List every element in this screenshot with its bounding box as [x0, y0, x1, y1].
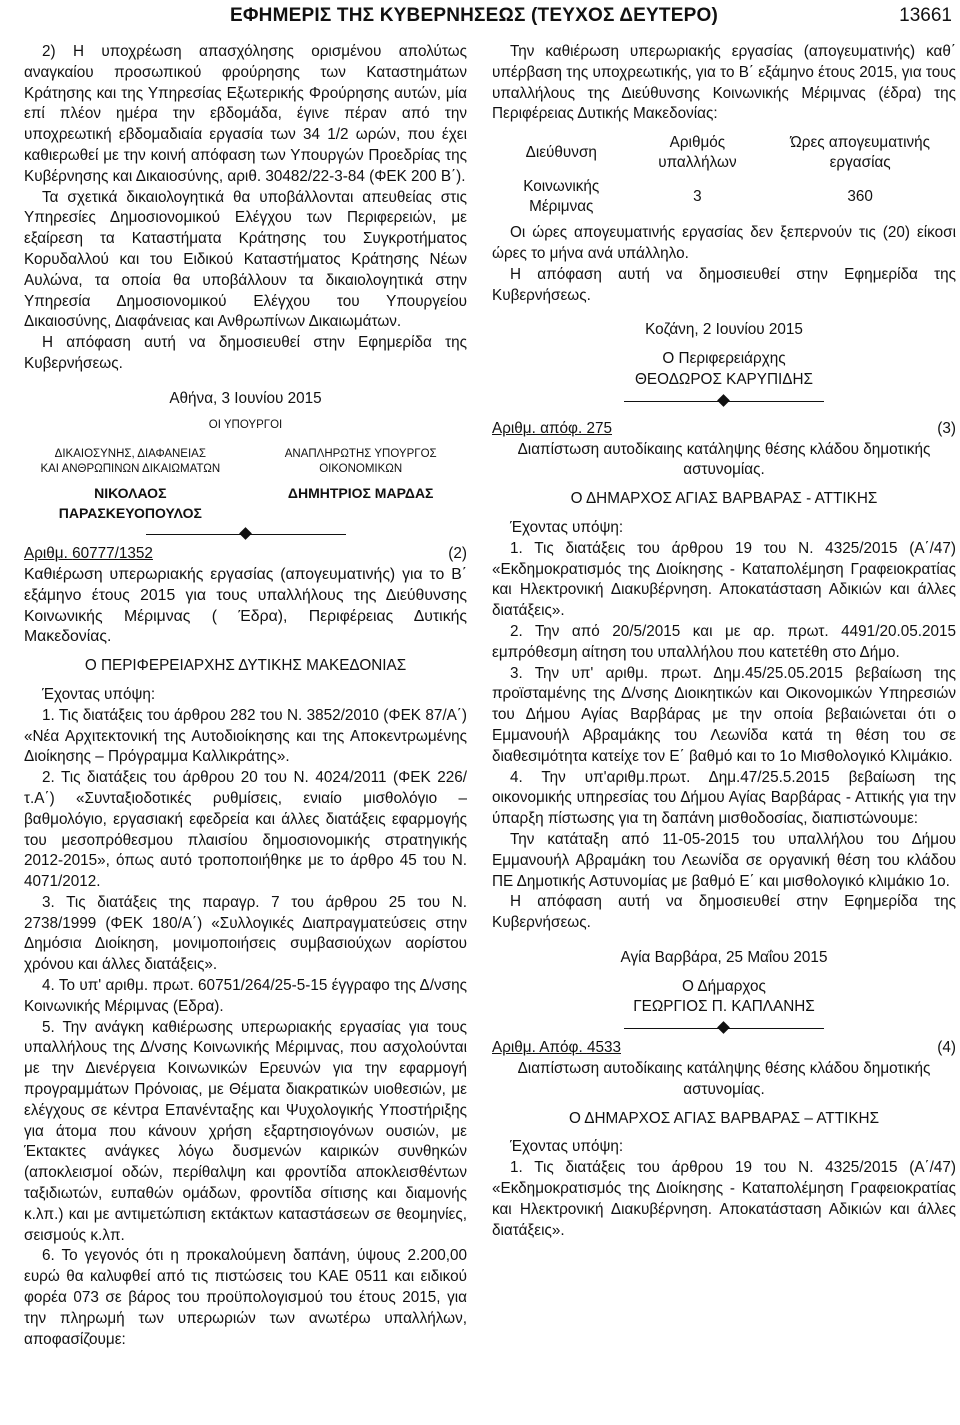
decision-title: Διαπίστωση αυτοδίκαιης κατάληψης θέσης κλάδου δημοτικής αστυνομίας. [517, 440, 931, 479]
signatory-role: Ο Δήμαρχος [682, 977, 766, 995]
signatory-name: ΝΙΚΟΛΑΟΣ ΠΑΡΑΣΚΕΥΟΠΟΥΛΟΣ [58, 484, 202, 522]
signature-block: ΑΝΑΠΛΗΡΩΤΗΣ ΥΠΟΥΡΓΟΣ ΟΙΚΟΝΟΜΙΚΩΝ ΔΗΜΗΤΡΙΟΣ ΜΑΡΔΑΣ [254, 447, 467, 525]
decision-number: 4533 [586, 1039, 621, 1057]
decision-reference: Αριθμ. απόφ. 275 (3) [492, 419, 956, 440]
separator [624, 391, 824, 411]
paragraph: Οι ώρες απογευματινής εργασίας δεν ξεπερνούν τις (20) είκοσι ώρες το μήνα ανά υπάλληλο. [492, 224, 956, 262]
decision-index: (3) [937, 419, 956, 437]
table-cell: Κοινωνικής Μέριμνας [523, 178, 600, 216]
decision-reference: Αριθμ. Απόφ. 4533 (4) [492, 1038, 956, 1059]
decision-index: (4) [937, 1039, 956, 1057]
decision-number: 60777/1352 [72, 545, 153, 563]
decision-reference: Αριθμ. 60777/1352 (2) [24, 544, 467, 565]
paragraph: Η απόφαση αυτή να δημοσιευθεί στην Εφημερίδα της Κυβερνήσεως. [492, 893, 956, 932]
list-item: 4. Το υπ' αριθμ. πρωτ. 60751/264/25-5-15 έγγραφο της Δ/νσης Κοινωνικής Μέριμνας (Εδρα). [24, 977, 467, 1015]
signatory-name: ΓΕΩΡΓΙΟΣ Π. ΚΑΠΛΑΝΗΣ [633, 998, 815, 1016]
list-item: 2. Τις διατάξεις του άρθρου 20 του Ν. 4024/2011 (ΦΕΚ 226/τ.Α΄) «Συνταξιοδοτικές ρυθμίσεις, ενιαίο μισθολόγιο – βαθμολόγιο, εργασιακή εφεδρεία και άλλες διατάξεις εφαρμογής του μεσοπρόθεσμου πλαισίου δημοσιονομικής στρατηγικής 2012-2015», όπως αυτό τροποποιήθηκε με το άρθρο 45 του Ν. 4071/2012. [24, 769, 467, 891]
decision-title: Διαπίστωση αυτοδίκαιης κατάληψης θέσης κλάδου δημοτικής αστυνομίας. [517, 1060, 931, 1098]
having-regard: Έχοντας υπόψη: [510, 1138, 624, 1156]
paragraph: Την καθιέρωση υπερωριακής εργασίας (απογευματινής) καθ΄ υπέρβαση της υποχρεωτικής, για το Β΄ εξάμηνο έτους 2015, για τους υπαλλήλους της Διεύθυνσης Κοινωνικής Μέριμνας (έδρα) της Περιφέρειας Δυτικής Μακεδονίας: [492, 43, 956, 123]
table-cell: 360 [847, 188, 873, 206]
gazette-title: ΕΦΗΜΕΡΙΣ ΤΗΣ ΚΥΒΕΡΝΗΣΕΩΣ (ΤΕΥΧΟΣ ΔΕΥΤΕΡΟ) [230, 5, 718, 26]
paragraph: Η απόφαση αυτή να δημοσιευθεί στην Εφημερίδα της Κυβερνήσεως. [492, 265, 956, 304]
place-date: Αθήνα, 3 Ιουνίου 2015 [169, 389, 322, 407]
table-header: Διεύθυνση [525, 144, 597, 162]
issuing-authority: Ο ΠΕΡΙΦΕΡΕΙΑΡΧΗΣ ΔΥΤΙΚΗΣ ΜΑΚΕΔΟΝΙΑΣ [84, 657, 407, 675]
page-header [0, 0, 960, 36]
table-header-row [492, 131, 956, 175]
having-regard: Έχοντας υπόψη: [42, 685, 156, 703]
decision-number: 275 [586, 419, 612, 437]
signatory-name: ΘΕΟΔΩΡΟΣ ΚΑΡΥΠΙΔΗΣ [635, 370, 813, 388]
having-regard: Έχοντας υπόψη: [510, 518, 624, 536]
table-cell: 3 [693, 188, 702, 206]
list-item: 5. Την ανάγκη καθιέρωσης υπερωριακής εργασίας για τους υπαλλήλους της Δ/νσης Κοινωνικής Μέριμνας, που ασχολούνται με την Διενέργεια Κοινωνικών Ερευνών για την εφαρμογή προγραμμάτων Πρόνοιας, με Θέματα διακρατικών υιοθεσιών, με ελέγχους σε κέντρα Επανένταξης και Ψυχολογικής Υποστήριξης για άτομα που κάνουν χρήση εξαρτησιογόνων ουσιών, με Έκτακτες ανάγκες λόγω δυσμενών καιρικών συνθηκών (αποκλεισμοί οδών, περίθαλψη και φροντίδα αποκλεισθέντων ταξιδιωτών, ευπαθών ομάδων, φροντίδα σίτισης και διαμονής κ.λπ.) και με αντιμετώπιση εκτάκτων καταστάσεων σε θεομηνίες, σεισμούς κ.λπ. [24, 1018, 467, 1244]
place-date: Αγία Βαρβάρα, 25 Μαΐου 2015 [620, 948, 828, 966]
list-item: 6. Το γεγονός ότι η προκαλούμενη δαπάνη, ύψους 2.200,00 ευρώ θα καλυφθεί από τις πιστώσεις του ΚΑΕ 0511 και ειδικού φορέα 073 σε βάρος του προϋπολογισμού του έτους 2015, για την πληρωμή των υπερωριών των ανωτέρω υπαλλήλων, αποφασίζουμε: [24, 1247, 467, 1348]
signature-block: ΔΙΚΑΙΟΣΥΝΗΣ, ΔΙΑΦΑΝΕΙΑΣ ΚΑΙ ΑΝΘΡΩΠΙΝΩΝ ΔΙΚΑΙΩΜΑΤΩΝ ΝΙΚΟΛΑΟΣ ΠΑΡΑΣΚΕΥΟΠΟΥΛΟΣ [24, 447, 237, 525]
place-date: Κοζάνη, 2 Ιουνίου 2015 [645, 321, 803, 339]
separator [624, 1018, 824, 1038]
list-item: 4. Την υπ'αριθμ.πρωτ. Δημ.47/25.5.2015 βεβαίωση της οικονομικής υπηρεσίας του Δήμου Αγίας Βαρβάρας - Αττικής για την ύπαρξη πίστωσης για τη δαπάνη μισθοδοσίας, διαπιστώνουμε: [492, 768, 956, 828]
paragraph: Την κατάταξη από 11-05-2015 του υπαλλήλου του Δήμου Εμμανουήλ Αβραμάκη του Λεωνίδα σε οργανική θέση του κλάδου ΠΕ Δημοτικής Αστυνομίας με βαθμό Ε΄ και μισθολογικό κλιμάκιο 1ο. [492, 830, 956, 890]
table-row [492, 175, 956, 219]
table-header: Αριθμός υπαλλήλων [658, 134, 737, 172]
right-column [492, 42, 956, 1241]
signatures [24, 447, 467, 525]
paragraph: 2) Η υποχρέωση απασχόλησης ορισμένου απολύτως αναγκαίου προσωπικού φρούρησης των Καταστημάτων Κράτησης και της Υπηρεσίας Εξωτερικής Φρούρησης αυτών, μία επί πλέον ημέρα την εβδομάδα, έγινε πέραν από την υποχρεωτική εβδομαδιαία εργασία των 34 1/2 ωρών, που έχει καθιερωθεί με την κοινή απόφαση των Υπουργών Προεδρίας της Κυβέρνησης και Δικαιοσύνης, αριθ. 30482/22-3-84 (ΦΕΚ 200 Β΄). [24, 43, 467, 185]
list-item: 2. Την από 20/5/2015 και με αρ. πρωτ. 4491/20.05.2015 εμπρόθεσμη αίτηση του υπαλλήλου που κατετέθη στο Δήμο. [492, 622, 956, 661]
signatory-role: Ο Περιφερειάρχης [662, 350, 786, 368]
decision-title: Καθιέρωση υπερωριακής εργασίας (απογευματινής) για το Β΄ εξάμηνο έτους 2015 για τους υπαλλήλους της Διεύθυνσης Κοινωνικής Μέριμνας ( Έδρα), Περιφέρειας Δυτικής Μακεδονίας. [24, 565, 467, 646]
left-column [24, 42, 467, 1350]
decision-index: (2) [448, 545, 467, 563]
signatories-heading: ΟΙ ΥΠΟΥΡΓΟΙ [208, 418, 283, 431]
paragraph: Τα σχετικά δικαιολογητικά θα υποβάλλονται απευθείας στις Υπηρεσίες Δημοσιονομικού Ελέγχου των Περιφερειών, με εξαίρεση τα Καταστήματα Κράτησης του Συγκροτήματος Κορυδαλλού και του Ειδικού Καταστήματος Κράτησης Νέων Αυλώνα, τα οποία θα υποβάλλουν τα δικαιολογητικά στην Υπηρεσία Δημοσιονομικού Ελέγχου του Υπουργείου Δικαιοσύνης, Διαφάνειας και Ανθρωπίνων Δικαιωμάτων. [24, 188, 467, 331]
issuing-authority: Ο ΔΗΜΑΡΧΟΣ ΑΓΙΑΣ ΒΑΡΒΑΡΑΣ - ΑΤΤΙΚΗΣ [570, 490, 878, 508]
separator [146, 524, 346, 544]
list-item: 1. Τις διατάξεις του άρθρου 19 του Ν. 4325/2015 (Α΄/47) «Εκδημοκρατισμός της Διοίκησης - Καταπολέμηση Γραφειοκρατίας και Ηλεκτρονική Διακυβέρνηση. Αποκατάσταση Αδικιών και άλλες διατάξεις». [492, 1159, 956, 1239]
list-item: 1. Τις διατάξεις του άρθρου 282 του Ν. 3852/2010 (ΦΕΚ 87/Α΄) «Νέα Αρχιτεκτονική της Αυτοδιοίκησης και της Αποκεντρωμένης Διοίκησης – Πρόγραμμα Καλλικράτης». [24, 706, 467, 766]
paragraph: Η απόφαση αυτή να δημοσιευθεί στην Εφημερίδα της Κυβερνήσεως. [24, 334, 467, 372]
list-item: 1. Τις διατάξεις του άρθρου 19 του Ν. 4325/2015 (Α΄/47) «Εκδημοκρατισμός της Διοίκησης - Καταπολέμηση Γραφειοκρατίας και Ηλεκτρονική Διακυβέρνηση. Αποκατάσταση Αδικιών και άλλες διατάξεις». [492, 539, 956, 620]
signatory-name: ΔΗΜΗΤΡΙΟΣ ΜΑΡΔΑΣ [287, 484, 434, 501]
list-item: 3. Την υπ' αριθμ. πρωτ. Δημ.45/25.05.2015 βεβαίωση της προϊσταμένης της Δ/νσης Διοικητικών και Οικονομικών Υπηρεσιών του Δήμου Αγίας Βαρβάρας με την οποία βεβαιώνεται ότι ο Εμμανουήλ Αβραμάκης του Λεωνίδα κατά τη θέση του σε διαθεσιμότητα κατείχε τον Ε΄ βαθμό και το 1ο Μισθολογικό Κλιμάκιο. [492, 664, 956, 765]
list-item: 3. Τις διατάξεις της παραγρ. 7 του άρθρου 25 του Ν. 2738/1999 (ΦΕΚ 180/Α΄) «Συλλογικές Διαπραγματεύσεις στην Δημόσια Διοίκηση, μονιμοποιήσεις συμβασιούχων αορίστου χρόνου και άλλες διατάξεις». [24, 893, 467, 974]
page-number: 13661 [899, 5, 952, 26]
overtime-table [492, 131, 956, 219]
table-header: Ώρες απογευματινής εργασίας [790, 134, 931, 172]
issuing-authority: Ο ΔΗΜΑΡΧΟΣ ΑΓΙΑΣ ΒΑΡΒΑΡΑΣ – ΑΤΤΙΚΗΣ [568, 1109, 880, 1127]
